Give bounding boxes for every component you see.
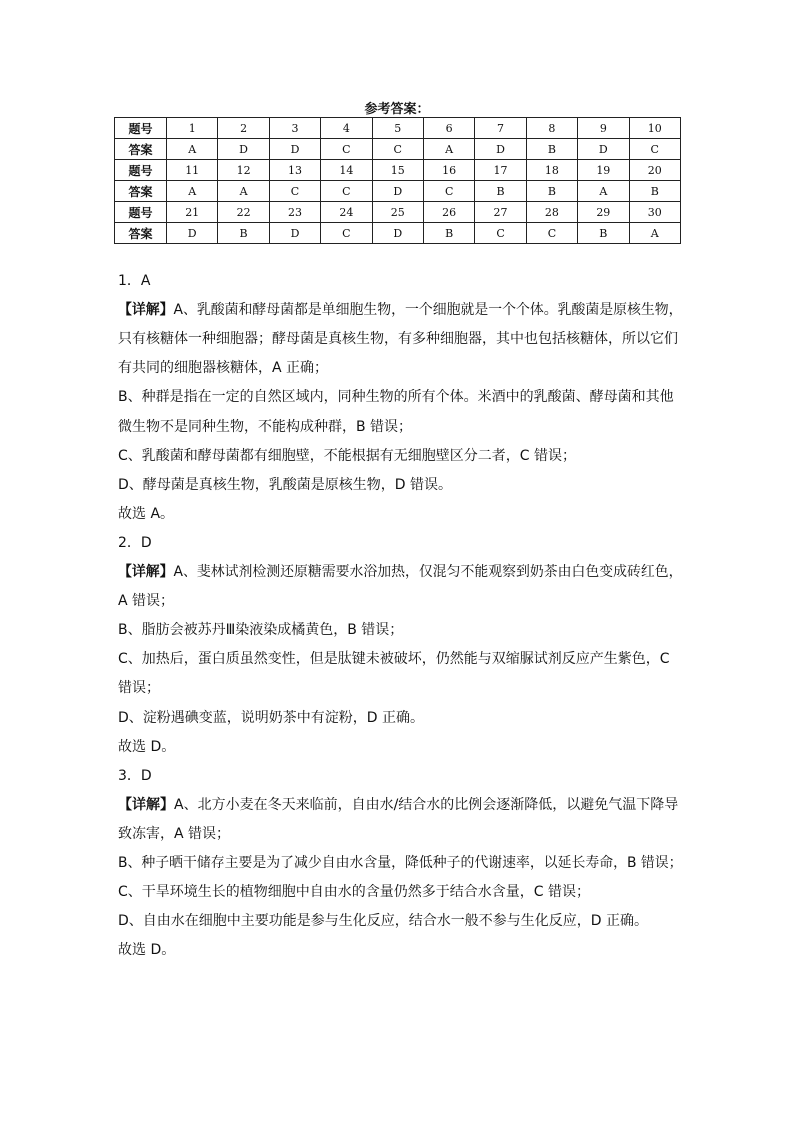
table-cell: A [578,181,629,202]
table-cell: 9 [578,118,629,139]
table-cell: 14 [321,160,372,181]
table-cell: 3 [269,118,320,139]
table-cell: B [475,181,526,202]
table-cell: 16 [423,160,474,181]
table-cell: 28 [526,202,577,223]
table-cell: A [218,181,269,202]
table-cell: 11 [167,160,218,181]
explanation-line: B、脂肪会被苏丹Ⅲ染液染成橘黄色，B 错误； [118,622,404,639]
detail-tag: 【详解】 [118,302,174,319]
row-label: 题号 [115,202,167,223]
table-cell: A [423,139,474,160]
explanation-line [118,299,682,319]
table-cell: D [372,223,423,244]
explanation-line: 故选 A。 [118,505,175,522]
table-cell: A [167,181,218,202]
explanation-line: A 错误； [118,593,175,610]
table-cell: 18 [526,160,577,181]
table-cell: 23 [269,202,320,223]
row-label: 答案 [115,223,167,244]
table-row [115,118,681,139]
explanation-line: C、干旱环境生长的植物细胞中自由水的含量仍然多于结合水含量，C 错误； [118,884,590,901]
table-cell: 12 [218,160,269,181]
table-cell: 17 [475,160,526,181]
table-cell: 21 [167,202,218,223]
detail-text: A、北方小麦在冬天来临前，自由水/结合水的比例会逐渐降低，以避免气温下降导 [174,796,679,813]
table-cell: 13 [269,160,320,181]
table-cell: 2 [218,118,269,139]
table-cell: B [526,181,577,202]
answer-key-title: 参考答案： [364,102,430,117]
explanation-line: D、淀粉遇碘变蓝，说明奶茶中有淀粉，D 正确。 [118,709,425,726]
table-cell: 19 [578,160,629,181]
explanation-line: D、酵母菌是真核生物，乳酸菌是原核生物，D 错误。 [118,476,453,493]
table-row [115,181,681,202]
table-cell: D [578,139,629,160]
table-cell: B [629,181,680,202]
table-row [115,202,681,223]
table-cell: 8 [526,118,577,139]
table-cell: 30 [629,202,680,223]
table-cell: 24 [321,202,372,223]
table-cell: C [423,181,474,202]
table-cell: B [578,223,629,244]
table-cell: C [372,139,423,160]
table-cell: 5 [372,118,423,139]
explanation-line [118,561,682,581]
explanation-line: B、种子晒干储存主要是为了减少自由水含量，降低种子的代谢速率，以延长寿命，B 错误； [118,855,683,871]
question-number: 3．D [118,767,152,784]
table-cell: 20 [629,160,680,181]
detail-tag: 【详解】 [118,796,174,813]
row-label: 题号 [115,160,167,181]
table-cell: D [167,223,218,244]
explanation-line: C、加热后，蛋白质虽然变性，但是肽键未被破坏，仍然能与双缩脲试剂反应产生紫色，C [118,651,670,668]
detail-text: A、乳酸菌和酵母菌都是单细胞生物，一个细胞就是一个个体。乳酸菌是原核生物， [173,302,683,319]
question-number: 2．D [118,534,152,551]
table-cell: B [423,223,474,244]
explanation-line [118,794,678,814]
table-cell: D [218,139,269,160]
table-cell: C [321,223,372,244]
table-cell: C [526,223,577,244]
table-cell: A [167,139,218,160]
table-cell: 4 [321,118,372,139]
table-cell: D [269,223,320,244]
table-cell: C [629,139,680,160]
table-cell: 15 [372,160,423,181]
table-cell: D [475,139,526,160]
table-cell: A [629,223,680,244]
explanation-line: 有共同的细胞器核糖体，A 正确； [118,360,329,377]
table-cell: C [269,181,320,202]
table-cell: 26 [423,202,474,223]
explanation-line: 错误； [118,680,160,697]
table-cell: C [321,181,372,202]
table-cell: 27 [475,202,526,223]
table-cell: 1 [167,118,218,139]
table-row [115,223,681,244]
table-cell: B [526,139,577,160]
table-cell: 6 [423,118,474,139]
explanation-line: B、种群是指在一定的自然区域内，同种生物的所有个体。米酒中的乳酸菌、酵母菌和其他 [118,389,674,406]
table-row [115,139,681,160]
row-label: 题号 [115,118,167,139]
explanation-line: D、自由水在细胞中主要功能是参与生化反应，结合水一般不参与生化反应，D 正确。 [118,913,649,930]
table-row [115,160,681,181]
explanation-line: 微生物不是同种生物，不能构成种群，B 错误； [118,418,413,435]
detail-tag: 【详解】 [118,564,174,580]
explanation-line: 只有核糖体一种细胞器；酵母菌是真核生物，有多种细胞器，其中也包括核糖体，所以它们 [118,331,678,348]
table-cell: B [218,223,269,244]
explanation-line: 故选 D。 [118,738,176,755]
row-label: 答案 [115,139,167,160]
table-cell: 25 [372,202,423,223]
table-cell: 7 [475,118,526,139]
table-cell: D [372,181,423,202]
table-cell: D [269,139,320,160]
explanation-line: C、乳酸菌和酵母菌都有细胞壁，不能根据有无细胞壁区分二者，C 错误； [118,447,576,464]
question-number: 1．A [118,273,151,289]
row-label: 答案 [115,181,167,202]
table-cell: 22 [218,202,269,223]
table-cell: 29 [578,202,629,223]
answer-key-table [114,117,681,244]
table-cell: 10 [629,118,680,139]
detail-text: A、斐林试剂检测还原糖需要水浴加热，仅混匀不能观察到奶茶由白色变成砖红色， [173,564,683,580]
explanation-line: 故选 D。 [118,942,176,959]
explanation-line: 致冻害，A 错误； [118,825,231,842]
table-cell: C [475,223,526,244]
table-cell: C [321,139,372,160]
